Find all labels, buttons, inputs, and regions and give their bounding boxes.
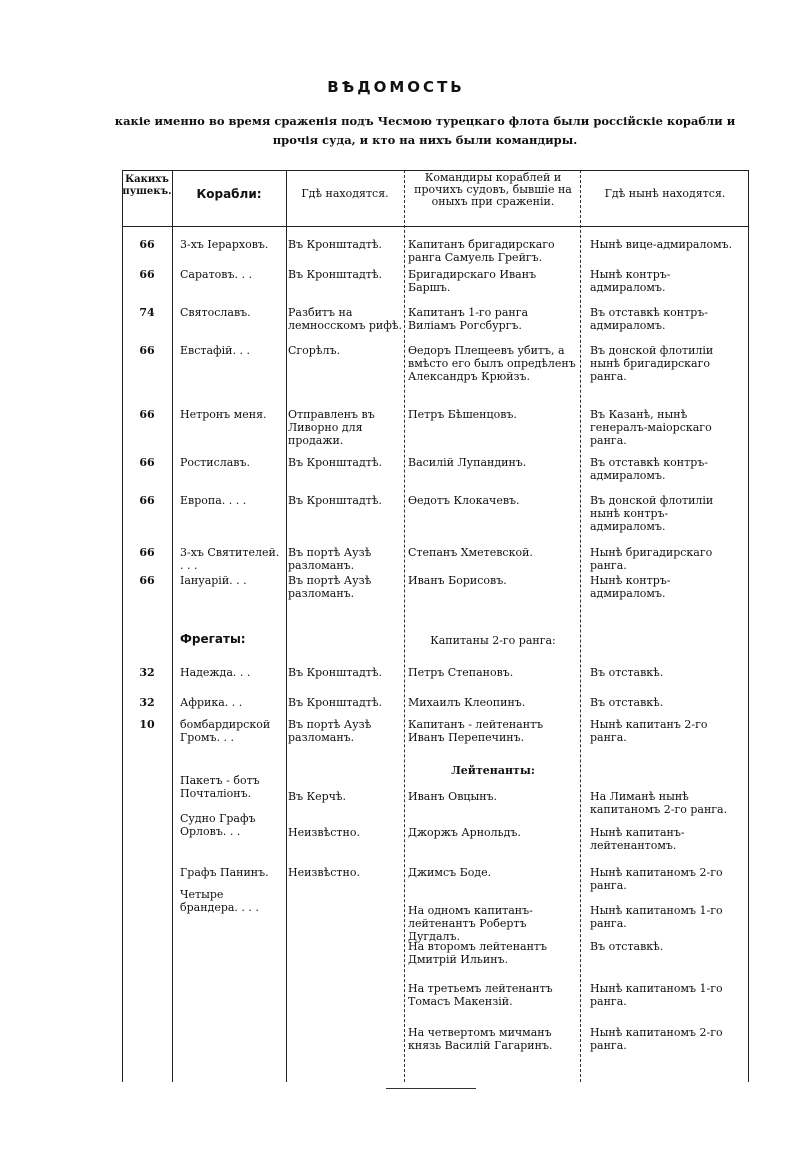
vessel-commander: На второмъ лейтенантъ Дмитрій Ильинъ. (408, 940, 547, 966)
frigate-location: Въ Кронштадтѣ. (288, 696, 382, 709)
ship-now: Въ донской флотиліи нынѣ бригадирскаго ранга. (590, 344, 714, 383)
footer-rule (386, 1088, 476, 1089)
ship-name: 3-хъ Іерарховъ. (180, 238, 269, 251)
guns-value: 66 (139, 456, 155, 469)
ship-location: Въ портѣ Аузѣ разломанъ. (288, 574, 372, 600)
ship-commander: Капитанъ 1-го ранга Виліамъ Рогсбургъ. (408, 306, 529, 332)
captains-2nd-rank-heading: Капитаны 2-го ранга: (430, 634, 556, 647)
guns-value: 32 (139, 666, 155, 679)
ship-name: Европа. . . . (180, 494, 247, 507)
header-location: Гдѣ находятся. (301, 187, 389, 200)
vessel-name: Графъ Панинъ. (180, 866, 269, 879)
guns-value: 66 (139, 344, 155, 357)
ship-location: Въ Кронштадтѣ. (288, 456, 382, 469)
ship-name: Саратовъ. . . (180, 268, 252, 281)
ship-commander: Степанъ Хметевской. (408, 546, 533, 559)
guns-value: 66 (139, 574, 155, 587)
page-title: ВѢДОМОСТЬ (327, 78, 465, 96)
header-commanders: Командиры кораблей и прочихъ судовъ, бывшіе на оныхъ при сраженіи. (414, 171, 572, 208)
vessel-commander: На третьемъ лейтенантъ Томасъ Макензій. (408, 982, 553, 1008)
vessel-now: На Лиманѣ нынѣ капитаномъ 2-го ранга. (590, 790, 728, 816)
ship-now: Нынѣ вице-адмираломъ. (590, 238, 733, 251)
vessel-location: Въ Керчѣ. (288, 790, 347, 803)
vessel-now: Нынѣ капитаномъ 2-го ранга. (590, 866, 723, 892)
frigate-commander: Петръ Степановъ. (408, 666, 514, 679)
ship-location: Въ Кронштадтѣ. (288, 238, 382, 251)
header-ship: Корабли: (196, 187, 262, 201)
ship-now: Въ донской флотиліи нынѣ контръ-адмираломъ. (590, 494, 714, 533)
frigate-now: Въ отставкѣ. (590, 666, 664, 679)
header-guns: Какихъ пушекъ. (122, 174, 172, 197)
vessel-commander: Джимсъ Боде. (408, 866, 492, 879)
ship-commander: Ѳедоръ Плещеевъ убитъ, а вмѣсто его былъ опредѣленъ Александръ Крюйзъ. (408, 344, 576, 383)
frigate-now: Нынѣ капитанъ 2-го ранга. (590, 718, 708, 744)
ship-name: Евстафій. . . (180, 344, 250, 357)
frigates-heading: Фрегаты: (180, 632, 246, 646)
guns-value: 66 (139, 238, 155, 251)
frigate-name: Африка. . . (180, 696, 243, 709)
vessel-name: Пакетъ - ботъ Почталіонъ. (180, 774, 260, 800)
ship-now: Нынѣ контръ-адмираломъ. (590, 574, 671, 600)
lieutenants-heading: Лейтенанты: (451, 764, 535, 777)
guns-value: 66 (139, 268, 155, 281)
guns-value: 66 (139, 546, 155, 559)
frigate-commander: Капитанъ - лейтенантъ Иванъ Перепечинъ. (408, 718, 544, 744)
frigate-now: Въ отставкѣ. (590, 696, 664, 709)
guns-value: 32 (139, 696, 155, 709)
vessel-now: Нынѣ капитаномъ 1-го ранга. (590, 982, 723, 1008)
ship-commander: Иванъ Борисовъ. (408, 574, 507, 587)
ship-location: Въ портѣ Аузѣ разломанъ. (288, 546, 372, 572)
ship-name: Іануарій. . . (180, 574, 247, 587)
ship-location: Въ Кронштадтѣ. (288, 494, 382, 507)
ship-commander: Бригадирскаго Иванъ Баршъ. (408, 268, 537, 294)
vessel-location: Неизвѣстно. (288, 866, 360, 879)
ship-now: Въ Казанѣ, нынѣ генералъ-маіорскаго ранга. (590, 408, 712, 447)
guns-value: 74 (139, 306, 155, 319)
vessel-commander: На четвертомъ мичманъ князь Василій Гагаринъ. (408, 1026, 553, 1052)
ship-location: Въ Кронштадтѣ. (288, 268, 382, 281)
ship-name: Ростиславъ. (180, 456, 250, 469)
ship-now: Нынѣ контръ-адмираломъ. (590, 268, 671, 294)
guns-value: 10 (139, 718, 155, 731)
frigate-location: Въ Кронштадтѣ. (288, 666, 382, 679)
header-now: Гдѣ нынѣ находятся. (604, 187, 726, 200)
ship-commander: Капитанъ бригадирскаго ранга Самуель Грейгъ. (408, 238, 555, 264)
vessel-now: Въ отставкѣ. (590, 940, 664, 953)
vessel-now: Нынѣ капитаномъ 2-го ранга. (590, 1026, 723, 1052)
frigate-name: Надежда. . . (180, 666, 251, 679)
record-table (122, 170, 748, 1082)
ship-name: 3-хъ Святителей. . . . (180, 546, 280, 572)
vessel-name: Четыре брандера. . . . (180, 888, 259, 914)
vessel-name: Судно Графъ Орловъ. . . (180, 812, 256, 838)
vessel-now: Нынѣ капитаномъ 1-го ранга. (590, 904, 723, 930)
vessel-now: Нынѣ капитанъ-лейтенантомъ. (590, 826, 685, 852)
ship-commander: Петръ Бѣшенцовъ. (408, 408, 517, 421)
ship-now: Въ отставкѣ контръ-адмираломъ. (590, 306, 708, 332)
ship-now: Нынѣ бригадирскаго ранга. (590, 546, 713, 572)
ship-commander: Василій Лупандинъ. (408, 456, 527, 469)
frigate-commander: Михаилъ Клеопинъ. (408, 696, 526, 709)
frigate-name: бомбардирской Громъ. . . (180, 718, 271, 744)
ship-commander: Ѳедотъ Клокачевъ. (408, 494, 520, 507)
ship-location: Отправленъ въ Ливорно для продажи. (288, 408, 375, 447)
guns-value: 66 (139, 494, 155, 507)
page-subtitle: какіе именно во время сраженія подъ Чесмою турецкаго флота были россійскіе корабли и прочія суда, и кто на нихъ были командиры. (114, 114, 736, 147)
ship-name: Святославъ. (180, 306, 251, 319)
vessel-commander: Иванъ Овцынъ. (408, 790, 498, 803)
ship-location: Сгорѣлъ. (288, 344, 340, 357)
ship-name: Нетронъ меня. (180, 408, 267, 421)
guns-value: 66 (139, 408, 155, 421)
ship-now: Въ отставкѣ контръ-адмираломъ. (590, 456, 708, 482)
vessel-commander: Джоржъ Арнольдъ. (408, 826, 521, 839)
vessel-commander: На одномъ капитанъ-лейтенантъ Робертъ Дугдалъ. (408, 904, 533, 943)
frigate-location: Въ портѣ Аузѣ разломанъ. (288, 718, 372, 744)
vessel-location: Неизвѣстно. (288, 826, 360, 839)
ship-location: Разбитъ на лемносскомъ рифѣ. (288, 306, 402, 332)
